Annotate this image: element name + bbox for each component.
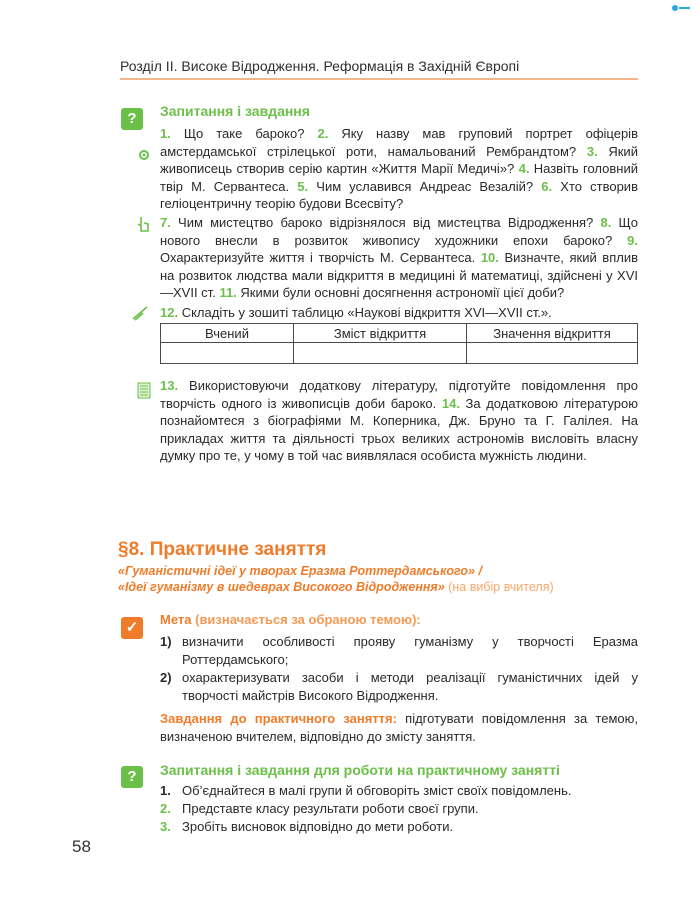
- publisher-logo-icon: [672, 4, 690, 12]
- running-header: Розділ ІІ. Високе Відродження. Реформація в Західній Європі: [120, 58, 520, 74]
- questions-heading: Запитання і завдання: [160, 103, 310, 119]
- table-header-row: [161, 324, 638, 343]
- practical-title: §8. Практичне заняття: [118, 539, 327, 560]
- goal-heading: Мета (визначається за обраною темою):: [160, 612, 421, 627]
- table-cell: [161, 343, 294, 364]
- page-number: 58: [72, 837, 91, 856]
- questions-block-recall: 1. Що таке бароко? 2. Яку назву мав груповий портрет офіцерів амстердамської стрілецької роти, намальований Рембрандтом? 3. Який живописець створив серію картин «Життя Марії Медичі»? 4. Назвіть головний твір М. Сервантеса. 5. Чим уславився Андреас Везалій? 6. Хто створив геліоцентричну теорію будови Всесвіту?: [160, 126, 638, 212]
- header-divider: [120, 78, 638, 80]
- work-item: 2. Представте класу результати роботи своєї групи.: [160, 801, 479, 816]
- questions-block-analysis: 7. Чим мистецтво бароко відрізнялося від мистецтва Відродження? 8. Що нового внесли в розвиток живопису художники епохи бароко? 9. Охарактеризуйте життя і творчість М. Сервантеса. 10. Визначте, який вплив на розвиток людства мали відкриття в медицині й математиці, здійснені у XVI—XVII ст. 11. Якими були основні досягнення астрономії цієї доби?: [160, 215, 638, 301]
- table-row: [161, 343, 638, 364]
- work-item: 1. Об’єднайтеся в малі групи й обговоріть зміст своїх повідомлень.: [160, 783, 572, 798]
- checkmark-badge-icon: ✓: [121, 617, 143, 639]
- questions-block-research: 13. Використовуючи додаткову літературу, підготуйте повідомлення про творчість одного із живописців доби бароко. 14. За додатковою літературою познайомтеся з біографіями М. Коперника, Дж. Бруно та Г. Галілея. На прикладах життя та діяльності трьох великих астрономів висловіть власну думку про те, у чому в той час виявлялася особиста мужність людини.: [160, 378, 638, 464]
- question-badge-icon: ?: [121, 766, 143, 788]
- goal-item: 1) визначити особливості прояву гуманізму у творчості Еразма Роттердамського;: [160, 634, 638, 667]
- goal-item: 2) охарактеризувати засоби і методи реалізації гуманістичних ідей у творчості майстрів Високого Відродження.: [160, 670, 638, 703]
- work-item: 3. Зробіть висновок відповідно до мети роботи.: [160, 819, 454, 834]
- pen-icon: [131, 303, 151, 323]
- book-icon: [134, 380, 154, 400]
- practical-task: Завдання до практичного заняття: підготувати повідомлення за темою, визначеною вчителем, відповідно до змісту заняття.: [160, 711, 638, 744]
- table-header-scientist: Вчений: [161, 324, 294, 343]
- work-heading: Запитання і завдання для роботи на практичному занятті: [160, 762, 560, 778]
- hand-pointer-icon: [133, 214, 153, 234]
- eye-icon: [134, 145, 154, 165]
- table-cell: [294, 343, 467, 364]
- practical-subtitle-1: «Гуманістичні ідеї у творах Еразма Роттердамського» /: [118, 564, 482, 578]
- practical-subtitle-2: «Ідеї гуманізму в шедеврах Високого Відродження» (на вибір вчителя): [118, 580, 554, 594]
- table-header-significance: Значення відкриття: [467, 324, 638, 343]
- table-header-content: Зміст відкриття: [294, 324, 467, 343]
- question-badge-icon: ?: [121, 108, 143, 130]
- discoveries-table: [160, 323, 638, 364]
- questions-block-table-task: 12. Складіть у зошиті таблицю «Наукові відкриття XVI—XVII ст.».: [160, 305, 552, 320]
- table-cell: [467, 343, 638, 364]
